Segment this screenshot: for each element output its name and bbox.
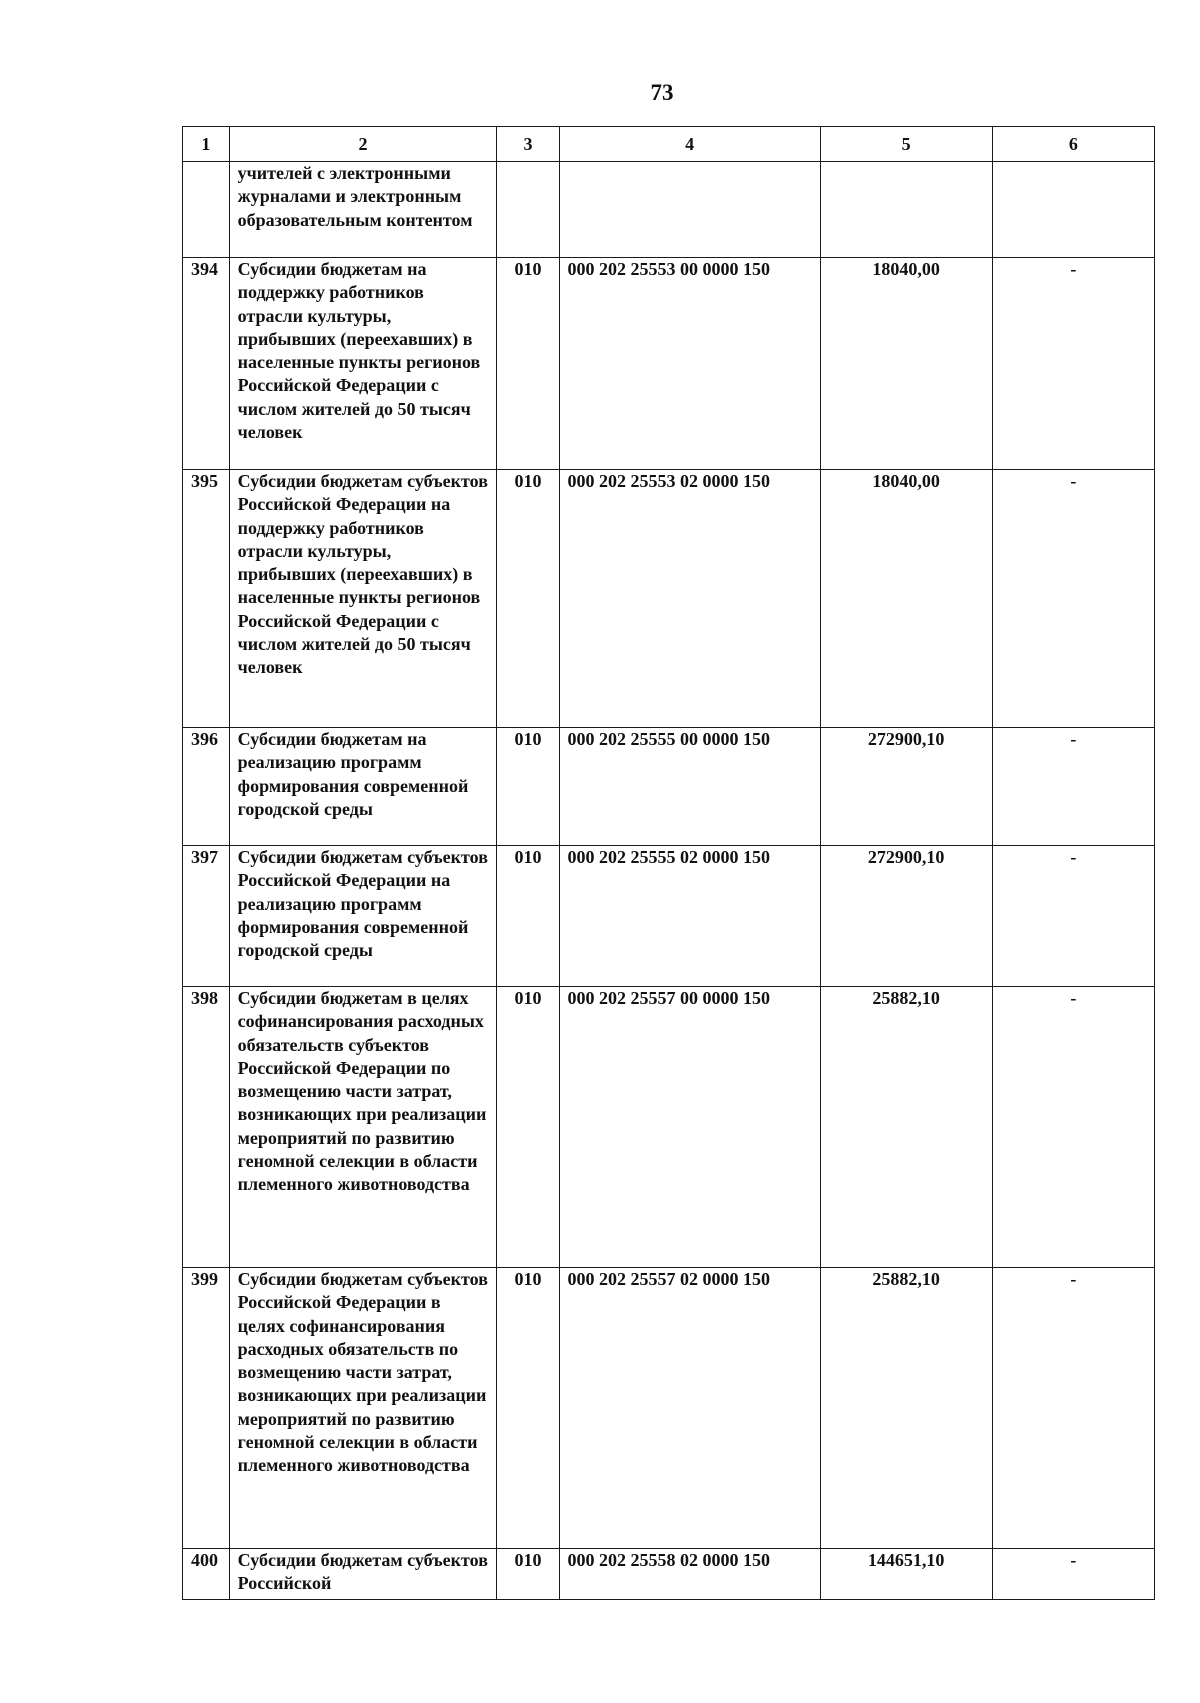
row-extra-cell: - bbox=[992, 1549, 1154, 1600]
row-name-text: Субсидии бюджетам субъектов Российской Федерации в целях софинансирования расходных обязательств по возмещению части затрат, возникающих при реализации мероприятий по развитию геномной селекции в области племенного животноводства bbox=[237, 1269, 488, 1476]
row-name-cell bbox=[229, 1549, 497, 1600]
row-name-text: Субсидии бюджетам в целях софинансирования расходных обязательств субъектов Российской Федерации по возмещению части затрат, возникающих при реализации мероприятий по развитию геномной селекции в области племенного животноводства bbox=[237, 988, 487, 1195]
row-extra-cell bbox=[992, 162, 1154, 258]
row-name-text: Субсидии бюджетам субъектов Российской Федерации на поддержку работников отрасли культуры, прибывших (переехавших) в населенные пункты регионов Российской Федерации с числом жителей до 50 тысяч человек bbox=[237, 471, 488, 678]
row-sum-cell: 272900,10 bbox=[820, 846, 992, 987]
column-header: 2 bbox=[229, 127, 497, 162]
row-name-text: Субсидии бюджетам на поддержку работников отрасли культуры, прибывших (переехавших) в населенные пункты регионов Российской Федерации с числом жителей до 50 тысяч человек bbox=[237, 259, 481, 443]
row-sum-cell: 144651,10 bbox=[820, 1549, 992, 1600]
row-sum-cell: 18040,00 bbox=[820, 470, 992, 728]
row-name-text: учителей с электронными журналами и электронным образовательным контентом bbox=[237, 163, 473, 230]
table-row bbox=[183, 1549, 1155, 1600]
row-code-cell: 010 bbox=[497, 470, 559, 728]
row-kbk-cell: 000 202 25557 02 0000 150 bbox=[559, 1268, 820, 1549]
row-kbk-cell: 000 202 25555 02 0000 150 bbox=[559, 846, 820, 987]
row-number-cell: 395 bbox=[183, 470, 230, 728]
row-code-cell: 010 bbox=[497, 728, 559, 846]
row-kbk-cell: 000 202 25558 02 0000 150 bbox=[559, 1549, 820, 1600]
row-name-cell bbox=[229, 987, 497, 1268]
table-header-row bbox=[183, 127, 1155, 162]
row-name-cell bbox=[229, 162, 497, 258]
row-name-cell bbox=[229, 1268, 497, 1549]
row-number-cell: 400 bbox=[183, 1549, 230, 1600]
column-header: 3 bbox=[497, 127, 559, 162]
table-row bbox=[183, 470, 1155, 728]
row-code-cell: 010 bbox=[497, 846, 559, 987]
row-extra-cell: - bbox=[992, 987, 1154, 1268]
row-sum-cell: 25882,10 bbox=[820, 1268, 992, 1549]
row-extra-cell: - bbox=[992, 470, 1154, 728]
column-header: 5 bbox=[820, 127, 992, 162]
row-code-cell: 010 bbox=[497, 258, 559, 470]
table-row bbox=[183, 162, 1155, 258]
row-name-cell bbox=[229, 258, 497, 470]
row-name-cell bbox=[229, 728, 497, 846]
row-extra-cell: - bbox=[992, 728, 1154, 846]
table-row bbox=[183, 728, 1155, 846]
row-sum-cell: 272900,10 bbox=[820, 728, 992, 846]
row-number-cell: 398 bbox=[183, 987, 230, 1268]
row-extra-cell: - bbox=[992, 1268, 1154, 1549]
row-name-text: Субсидии бюджетам на реализацию программ формирования современной городской среды bbox=[237, 729, 469, 819]
row-number-cell: 399 bbox=[183, 1268, 230, 1549]
column-header: 6 bbox=[992, 127, 1154, 162]
row-code-cell: 010 bbox=[497, 1268, 559, 1549]
table-row bbox=[183, 258, 1155, 470]
table-row bbox=[183, 846, 1155, 987]
row-number-cell: 394 bbox=[183, 258, 230, 470]
row-kbk-cell: 000 202 25557 00 0000 150 bbox=[559, 987, 820, 1268]
row-sum-cell: 18040,00 bbox=[820, 258, 992, 470]
row-code-cell: 010 bbox=[497, 987, 559, 1268]
table-row bbox=[183, 1268, 1155, 1549]
budget-table bbox=[182, 126, 1155, 1600]
column-header: 4 bbox=[559, 127, 820, 162]
row-sum-cell: 25882,10 bbox=[820, 987, 992, 1268]
column-header: 1 bbox=[183, 127, 230, 162]
row-number-cell bbox=[183, 162, 230, 258]
table-row bbox=[183, 987, 1155, 1268]
row-name-text: Субсидии бюджетам субъектов Российской Федерации на реализацию программ формирования современной городской среды bbox=[237, 847, 488, 961]
row-number-cell: 396 bbox=[183, 728, 230, 846]
row-code-cell: 010 bbox=[497, 1549, 559, 1600]
row-code-cell bbox=[497, 162, 559, 258]
row-number-cell: 397 bbox=[183, 846, 230, 987]
row-kbk-cell: 000 202 25553 00 0000 150 bbox=[559, 258, 820, 470]
row-name-cell bbox=[229, 470, 497, 728]
row-kbk-cell bbox=[559, 162, 820, 258]
row-extra-cell: - bbox=[992, 846, 1154, 987]
row-name-text: Субсидии бюджетам субъектов Российской bbox=[237, 1550, 488, 1594]
row-sum-cell bbox=[820, 162, 992, 258]
page-number: 73 bbox=[650, 80, 674, 105]
row-kbk-cell: 000 202 25555 00 0000 150 bbox=[559, 728, 820, 846]
row-extra-cell: - bbox=[992, 258, 1154, 470]
row-kbk-cell: 000 202 25553 02 0000 150 bbox=[559, 470, 820, 728]
row-name-cell bbox=[229, 846, 497, 987]
